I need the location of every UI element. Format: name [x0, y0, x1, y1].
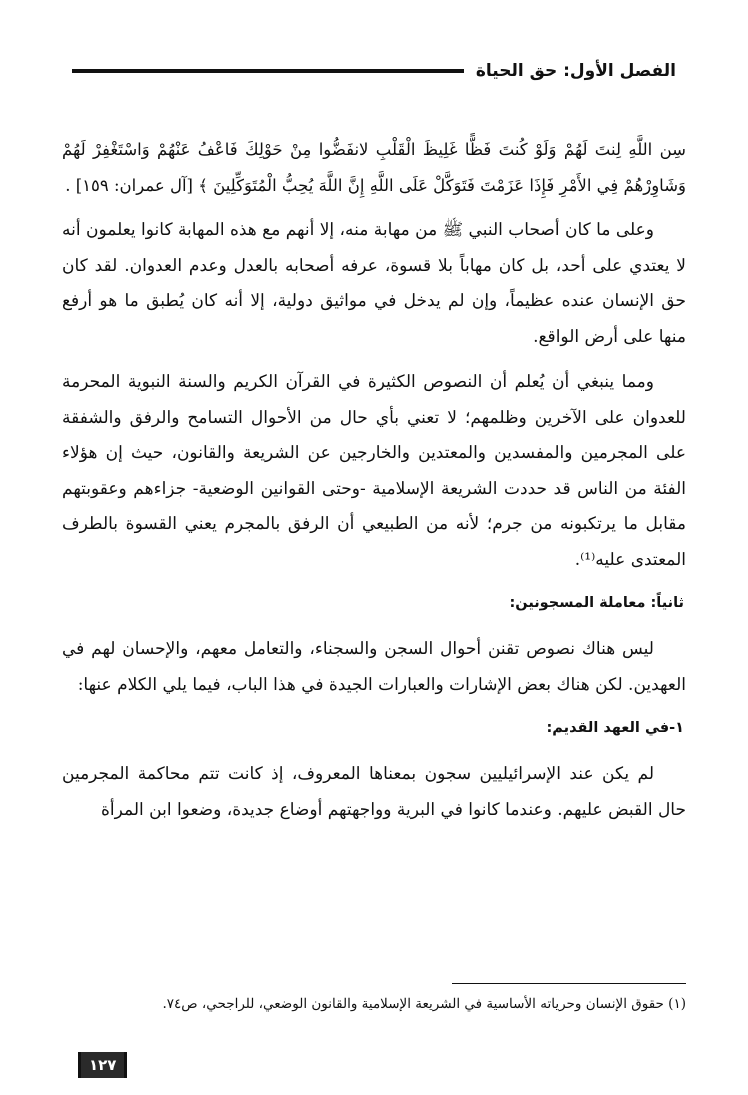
- page-number: ١٢٧: [78, 1052, 127, 1078]
- footnote: (١) حقوق الإنسان وحرياته الأساسية في الشريعة الإسلامية والقانون الوضعي، للراجحي، ص٧٤.: [162, 996, 686, 1012]
- body-paragraph: ليس هناك نصوص تقنن أحوال السجن والسجناء، والتعامل معهم، والإحسان لهم في العهدين. لكن هناك بعض الإشارات والعبارات الجيدة في هذا الباب، فيما يلي الكلام عنها:: [62, 639, 686, 695]
- chapter-title: الفصل الأول: حق الحياة: [475, 61, 676, 81]
- body-paragraph: لم يكن عند الإسرائيليين سجون بمعناها المعروف، إذ كانت تتم محاكمة المجرمين حال القبض عليهم. وعندما كانوا في البرية وواجهتهم أوضاع جديدة، وضعوا ابن المرأة: [62, 764, 686, 820]
- section-heading: ثانياً: معاملة المسجونين:: [509, 595, 684, 611]
- quran-verse-paragraph: سِن اللَّهِ لِنتَ لَهُمْ وَلَوْ كُنتَ فَظًّا غَلِيظَ الْقَلْبِ لانفَضُّوا مِنْ حَوْلِكَ فَاعْفُ عَنْهُمْ وَاسْتَغْفِرْ لَهُمْ وَشَاوِرْهُمْ فِي الأَمْرِ فَإِذَا عَزَمْتَ فَتَوَكَّلْ عَلَى اللَّهِ إِنَّ اللَّهَ يُحِبُّ الْمُتَوَكِّلِينَ ﴾ [آل عمران: ١٥٩] .: [62, 140, 686, 195]
- subsection-heading: ١-في العهد القديم:: [546, 720, 684, 736]
- page-body: [62, 132, 686, 838]
- body-paragraph: وعلى ما كان أصحاب النبي ﷺ من مهابة منه، إلا أنهم مع هذه المهابة كانوا يعلمون أنه لا يعتدي على أحد، بل كان مهاباً بلا قسوة، عرفه أصحابه بالعدل وعدم العدوان. لقد كان حق الإنسان عنده عظيماً، وإن لم يدخل في مواثيق دولية، إلا أنه كان يُطبق ما هو أرفع منها على أرض الواقع.: [62, 220, 686, 347]
- header-rule: [72, 69, 464, 73]
- footnote-separator: [452, 983, 686, 984]
- running-header: [72, 56, 676, 86]
- body-paragraph: ومما ينبغي أن يُعلم أن النصوص الكثيرة في القرآن الكريم والسنة النبوية المحرمة للعدوان على الآخرين وظلمهم؛ لا تعني بأي حال من الأحوال التسامح والرفق والشفقة على المجرمين والمفسدين والمعتدين والخارجين عن الشريعة والقانون، حيث إن هؤلاء الفئة من الناس قد حددت الشريعة الإسلامية -وحتى القوانين الوضعية- جزاءهم وعقوبتهم مقابل ما يرتكبونه من جرم؛ لأنه من الطبيعي أن الرفق بالمجرم يعني القسوة بالطرف المعتدى عليه⁽¹⁾.: [62, 372, 686, 570]
